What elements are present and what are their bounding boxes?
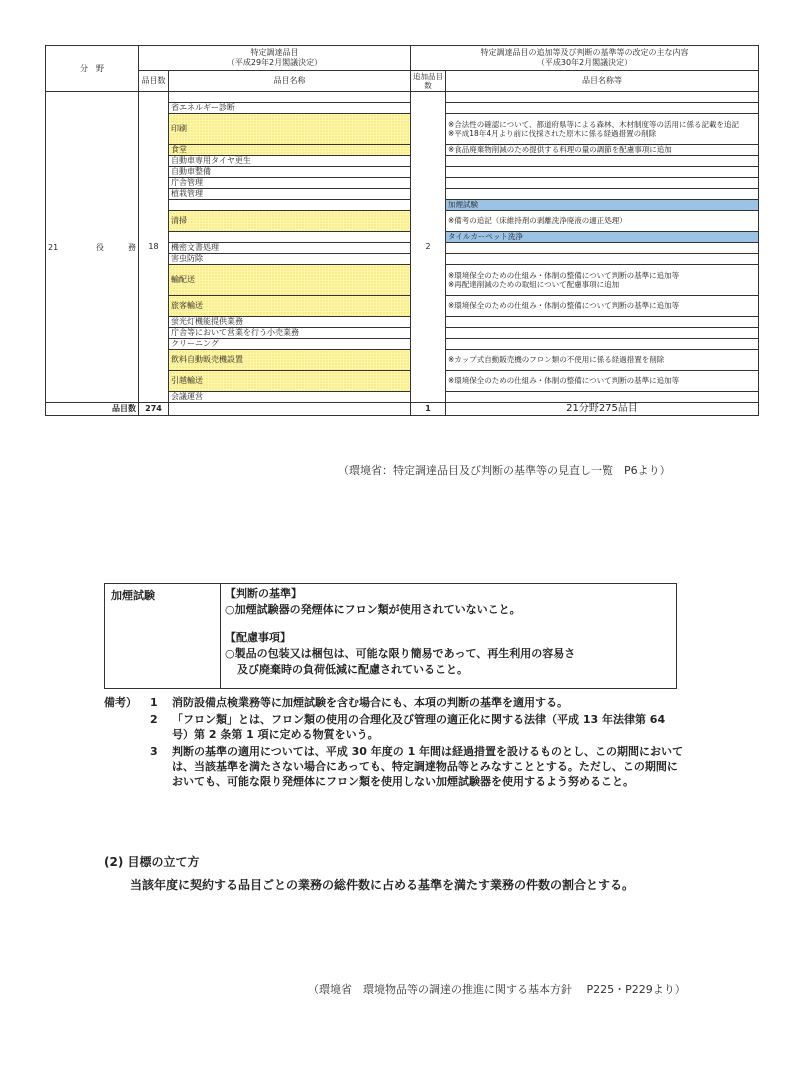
item-change: ※環境保全のための仕組み・体制の整備について判断の基準に追加等 [446, 371, 759, 392]
header-name: 品目名称 [169, 71, 411, 92]
note-text: 消防設備点検業務等に加煙試験を含む場合にも、本項の判断の基準を適用する。 [172, 696, 568, 709]
item-change [446, 339, 759, 350]
item-change [446, 92, 759, 103]
item-change [446, 392, 759, 403]
item-name: 省エネルギー診断 [169, 103, 411, 114]
header-changes [411, 46, 759, 71]
note-text: 判断の基準の適用については、平成 30 年度の 1 年間は経過措置を設けるものとし、この期間においては、当該基準を満たさない場合にあっても、特定調達物品等とみなすこととする。ただし、この期間においても、可能な限り発煙体にフロン類を使用しない加煙試験器を使用するよう努めること。 [172, 745, 684, 788]
item-change: ※食品廃棄物削減のため提供する料理の量の調節を配慮事項に追加 [446, 145, 759, 156]
field-cell [46, 92, 139, 403]
item-change: ※環境保全のための仕組み・体制の整備について判断の基準に追加等 [446, 296, 759, 317]
item-name [169, 232, 411, 243]
item-change [446, 103, 759, 114]
note-text: 「フロン類」とは、フロン類の使用の合理化及び管理の適正化に関する法律（平成 13 年法律第 64 号）第 2 条第 1 項に定める物質をいう。 [172, 713, 666, 741]
item-name: 食堂 [169, 145, 411, 156]
section-2 [104, 853, 684, 895]
field-number: 21 [48, 242, 59, 252]
total-blank [169, 403, 411, 416]
header-items [139, 46, 411, 71]
note-item [104, 695, 684, 710]
item-change [446, 156, 759, 167]
total-count: 274 [139, 403, 169, 416]
criteria-title: 加煙試験 [105, 584, 221, 688]
item-name [169, 200, 411, 211]
item-name: 旅客輸送 [169, 296, 411, 317]
item-name: 庁舎等において営業を行う小売業務 [169, 328, 411, 339]
item-name: 会議運営 [169, 392, 411, 403]
header-count: 品目数 [139, 71, 169, 92]
item-name: 自動車専用タイヤ更生 [169, 156, 411, 167]
source-note-1: （環境省：特定調達品目及び判断の基準等の見直し一覧 P6より） [338, 464, 671, 477]
item-change [446, 178, 759, 189]
criteria-box [104, 583, 677, 689]
header-changes-title: 特定調達品目の追加等及び判断の基準等の改定の主な内容 [480, 48, 689, 57]
item-count: 18 [139, 92, 169, 403]
total-row [46, 403, 759, 416]
item-change [446, 189, 759, 200]
item-name: 機密文書処理 [169, 243, 411, 254]
judgment-item: ○加煙試験器の発煙体にフロン類が使用されていないこと。 [225, 603, 521, 616]
consideration-item: ○製品の包装又は梱包は、可能な限り簡易であって、再生利用の容易さ [225, 647, 576, 660]
item-change [446, 167, 759, 178]
header-added-count: 追加品目数 [411, 71, 446, 92]
item-change-new: タイルカーペット洗浄 [446, 232, 759, 243]
consideration-heading: 【配慮事項】 [225, 631, 291, 644]
procurement-items-table [45, 45, 759, 416]
item-name: 飲料自動販売機設置 [169, 350, 411, 371]
item-change: ※カップ式自動販売機のフロン類の不使用に係る経過措置を削除 [446, 350, 759, 371]
header-changes-sub: （平成30年2月閣議決定） [536, 58, 633, 67]
consideration-item-cont: 及び廃棄時の負荷低減に配慮されていること。 [237, 663, 468, 676]
notes [104, 695, 684, 791]
field-name: 役 務 [96, 242, 136, 252]
table-row [46, 92, 759, 103]
item-change [446, 254, 759, 265]
note-number: 1 [150, 696, 158, 709]
item-name: 庁舎管理 [169, 178, 411, 189]
criteria-body [221, 584, 676, 688]
item-change: ※合法性の確認について、都道府県等による森林、木材制度等の活用に係る記載を追記 ※平成18年4月より前に伐採された原木に係る経過措置の削除 [446, 114, 759, 145]
judgment-heading: 【判断の基準】 [225, 587, 302, 600]
item-name: クリーニング [169, 339, 411, 350]
item-name: 清掃 [169, 211, 411, 232]
total-added: 1 [411, 403, 446, 416]
item-name [169, 92, 411, 103]
header-field: 分 野 [46, 46, 139, 92]
item-change-new: 加煙試験 [446, 200, 759, 211]
section-2-heading: (2) 目標の立て方 [104, 855, 200, 869]
note-number: 3 [150, 745, 158, 758]
item-change: ※備考の追記（床維持剤の剥離洗浄廃液の適正処理） [446, 211, 759, 232]
added-count: 2 [411, 92, 446, 403]
section-2-body: 当該年度に契約する品目ごとの業務の総件数に占める基準を満たす業務の件数の割合とする。 [130, 878, 635, 892]
total-label: 品目数 [46, 403, 139, 416]
item-change [446, 243, 759, 254]
source-note-2: （環境省 環境物品等の調達の推進に関する基本方針 P225・P229より） [308, 983, 686, 996]
notes-label: 備考） [104, 696, 137, 709]
header-changed-name: 品目名称等 [446, 71, 759, 92]
item-name: 印刷 [169, 114, 411, 145]
item-name: 輸配送 [169, 265, 411, 296]
item-change [446, 317, 759, 328]
header-items-title: 特定調達品目 [250, 48, 299, 57]
note-number: 2 [150, 713, 158, 726]
total-summary: 21分野275品目 [446, 403, 759, 416]
item-change: ※環境保全のための仕組み・体制の整備について判断の基準に追加等 ※再配達削減のための取組について配慮事項に追加 [446, 265, 759, 296]
item-name: 自動車整備 [169, 167, 411, 178]
item-name: 引越輸送 [169, 371, 411, 392]
item-name: 蛍光灯機能提供業務 [169, 317, 411, 328]
item-name: 害虫防除 [169, 254, 411, 265]
note-item [104, 712, 684, 742]
item-name: 植栽管理 [169, 189, 411, 200]
item-change [446, 328, 759, 339]
note-item [104, 744, 684, 789]
header-items-sub: （平成29年2月閣議決定） [226, 58, 323, 67]
